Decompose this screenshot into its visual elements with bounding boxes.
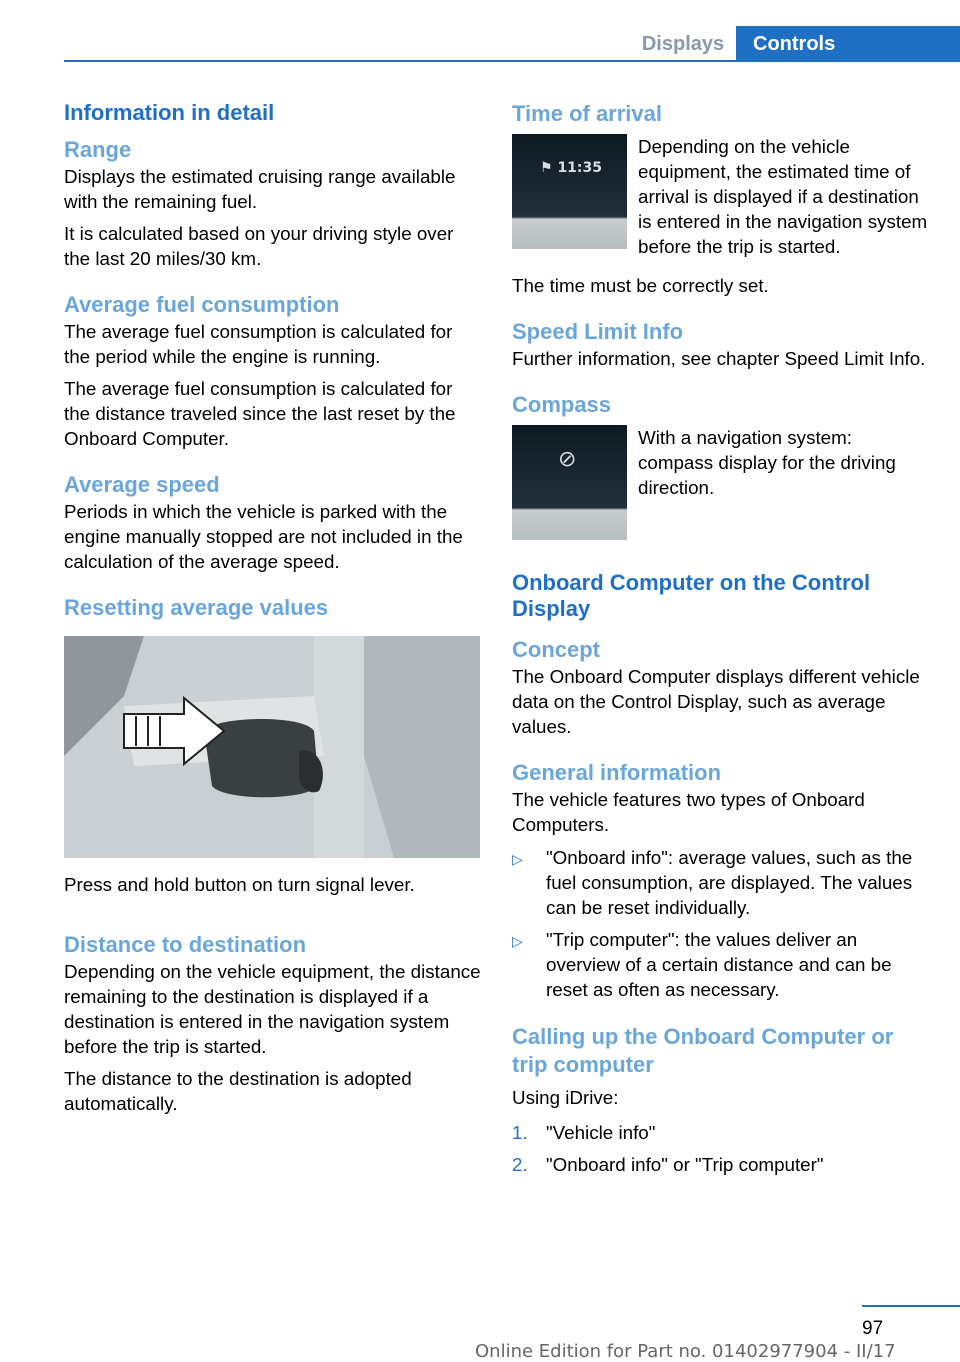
list-item: ▷ "Trip computer": the values deliver an overview of a certain distance and can be reset as often as necessary. (512, 929, 892, 1000)
list-item: 2. "Onboard info" or "Trip computer" (512, 1154, 824, 1175)
calling-up-text: Using iDrive: (512, 1087, 619, 1108)
time-of-arrival-note: The time must be correctly set. (512, 275, 769, 296)
compass-title: Compass (512, 392, 612, 417)
time-of-arrival-row (512, 134, 932, 259)
edition-footer: Online Edition for Part no. 01402977904 - II/17 (475, 1341, 896, 1362)
page-number: 97 (862, 1318, 884, 1339)
concept-text: The Onboard Computer displays different vehicle data on the Control Display, such as average values. (512, 666, 920, 737)
compass-text: With a navigation system: compass display for the driving direction. (638, 427, 896, 498)
distance-paragraph-1: Depending on the vehicle equipment, the distance remaining to the destination is displayed if a destination is entered in the navigation system before the trip is started. (64, 961, 481, 1057)
compass-icon: ⊘ (558, 447, 577, 472)
range-paragraph-1: Displays the estimated cruising range available with the remaining fuel. (64, 166, 456, 212)
reset-caption: Press and hold button on turn signal lever. (64, 874, 415, 895)
calling-up-steps (512, 1120, 932, 1177)
concept-title: Concept (512, 637, 600, 662)
average-speed-paragraph: Periods in which the vehicle is parked with the engine manually stopped are not included in the calculation of the average speed. (64, 501, 463, 572)
compass-row (512, 425, 932, 540)
time-of-arrival-text: Depending on the vehicle equipment, the estimated time of arrival is displayed if a destination is entered in the navigation system before the trip is started. (638, 136, 928, 257)
general-information-text: The vehicle features two types of Onboard Computers. (512, 789, 865, 835)
turn-signal-lever-photo (64, 636, 480, 858)
right-column (512, 100, 932, 1184)
turn-signal-lever-illustration (64, 636, 480, 858)
header-tab-displays[interactable]: Displays (641, 32, 725, 55)
range-title: Range (64, 137, 132, 162)
list-item: ▷ "Onboard info": average values, such as the fuel consumption, are displayed. The values can be reset individually. (512, 847, 913, 918)
header-rule (64, 60, 960, 62)
flag-icon: ⚑ (540, 160, 558, 176)
compass-display-image (512, 425, 627, 540)
header-tab-controls[interactable]: Controls (736, 26, 960, 62)
onboard-computer-types-list (512, 845, 932, 1002)
triangle-bullet-icon: ▷ (512, 933, 523, 949)
left-column (64, 100, 482, 1116)
general-information-title: General information (512, 760, 722, 785)
arrival-time-readout: ⚑ 11:35 (540, 160, 603, 176)
range-paragraph-2: It is calculated based on your driving style over the last 20 miles/30 km. (64, 223, 454, 269)
arrival-display-image (512, 134, 627, 249)
speed-limit-info-title: Speed Limit Info (512, 319, 684, 344)
time-of-arrival-title: Time of arrival (512, 101, 662, 126)
average-fuel-paragraph-2: The average fuel consumption is calculated for the distance traveled since the last reset by the Onboard Computer. (64, 378, 456, 449)
list-item: 1. "Vehicle info" (512, 1122, 656, 1143)
distance-to-destination-title: Distance to destination (64, 932, 307, 957)
section-heading-information-in-detail: Information in detail (64, 100, 275, 125)
average-speed-title: Average speed (64, 472, 220, 497)
average-fuel-title: Average fuel consumption (64, 292, 340, 317)
average-fuel-paragraph-1: The average fuel consumption is calculated for the period while the engine is running. (64, 321, 453, 367)
speed-limit-info-text: Further information, see chapter Speed Limit Info. (512, 348, 926, 369)
footer-rule (862, 1305, 960, 1307)
triangle-bullet-icon: ▷ (512, 851, 523, 867)
distance-paragraph-2: The distance to the destination is adopted automatically. (64, 1068, 412, 1114)
onboard-computer-heading: Onboard Computer on the Control Display (512, 570, 871, 621)
calling-up-title: Calling up the Onboard Computer or trip computer (512, 1024, 894, 1077)
resetting-average-values-title: Resetting average values (64, 595, 329, 620)
